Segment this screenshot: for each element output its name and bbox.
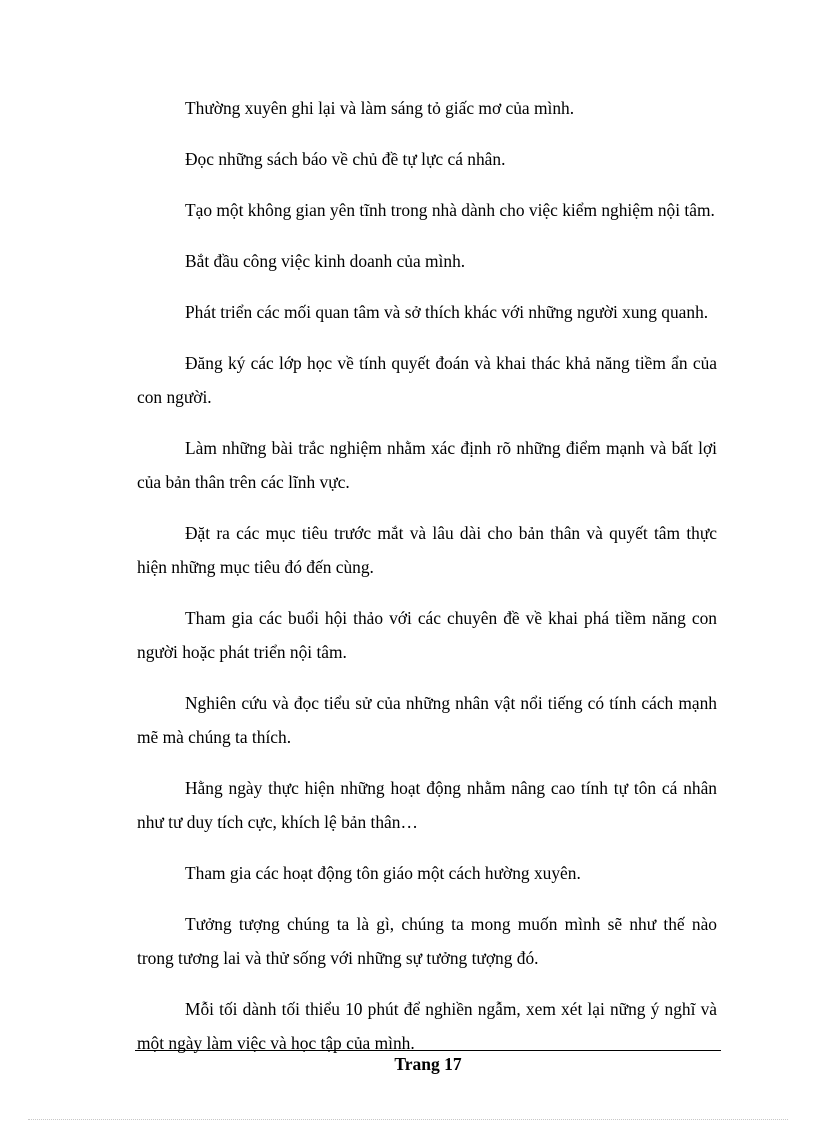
paragraph: Hằng ngày thực hiện những hoạt động nhằm nâng cao tính tự tôn cá nhân như tư duy tích cực, khích lệ bản thân… xyxy=(137,778,717,832)
paragraph: Thường xuyên ghi lại và làm sáng tỏ giấc mơ của mình. xyxy=(185,98,575,118)
paragraph: Tưởng tượng chúng ta là gì, chúng ta mong muốn mình sẽ như thế nào trong tương lai và thử sống với những sự tưởng tượng đó. xyxy=(137,914,717,968)
paragraph: Đăng ký các lớp học về tính quyết đoán và khai thác khả năng tiềm ẩn của con người. xyxy=(137,353,717,407)
paragraph: Mỗi tối dành tối thiểu 10 phút để nghiền ngẫm, xem xét lại nững ý nghĩ và một ngày làm việc và học tập của mình. xyxy=(137,999,717,1053)
body-text xyxy=(137,91,717,1077)
paragraph: Đặt ra các mục tiêu trước mắt và lâu dài cho bản thân và quyết tâm thực hiện những mục tiêu đó đến cùng. xyxy=(137,523,717,577)
paragraph: Bắt đầu công việc kinh doanh của mình. xyxy=(185,251,466,271)
paragraph: Phát triển các mối quan tâm và sở thích khác với những người xung quanh. xyxy=(185,302,709,322)
paragraph: Tham gia các hoạt động tôn giáo một cách hường xuyên. xyxy=(185,863,581,883)
paragraph: Nghiên cứu và đọc tiểu sử của những nhân vật nổi tiếng có tính cách mạnh mẽ mà chúng ta thích. xyxy=(137,693,717,747)
paragraph: Tạo một không gian yên tĩnh trong nhà dành cho việc kiểm nghiệm nội tâm. xyxy=(185,200,715,220)
page-number: Trang 17 xyxy=(394,1054,462,1074)
footer-divider xyxy=(135,1050,721,1051)
paragraph: Tham gia các buổi hội thảo với các chuyên đề về khai phá tiềm năng con người hoặc phát triển nội tâm. xyxy=(137,608,717,662)
paragraph: Đọc những sách báo về chủ đề tự lực cá nhân. xyxy=(185,149,506,169)
paragraph: Làm những bài trắc nghiệm nhằm xác định rõ những điểm mạnh và bất lợi của bản thân trên các lĩnh vực. xyxy=(137,438,717,492)
page-edge-dots xyxy=(28,1119,788,1120)
